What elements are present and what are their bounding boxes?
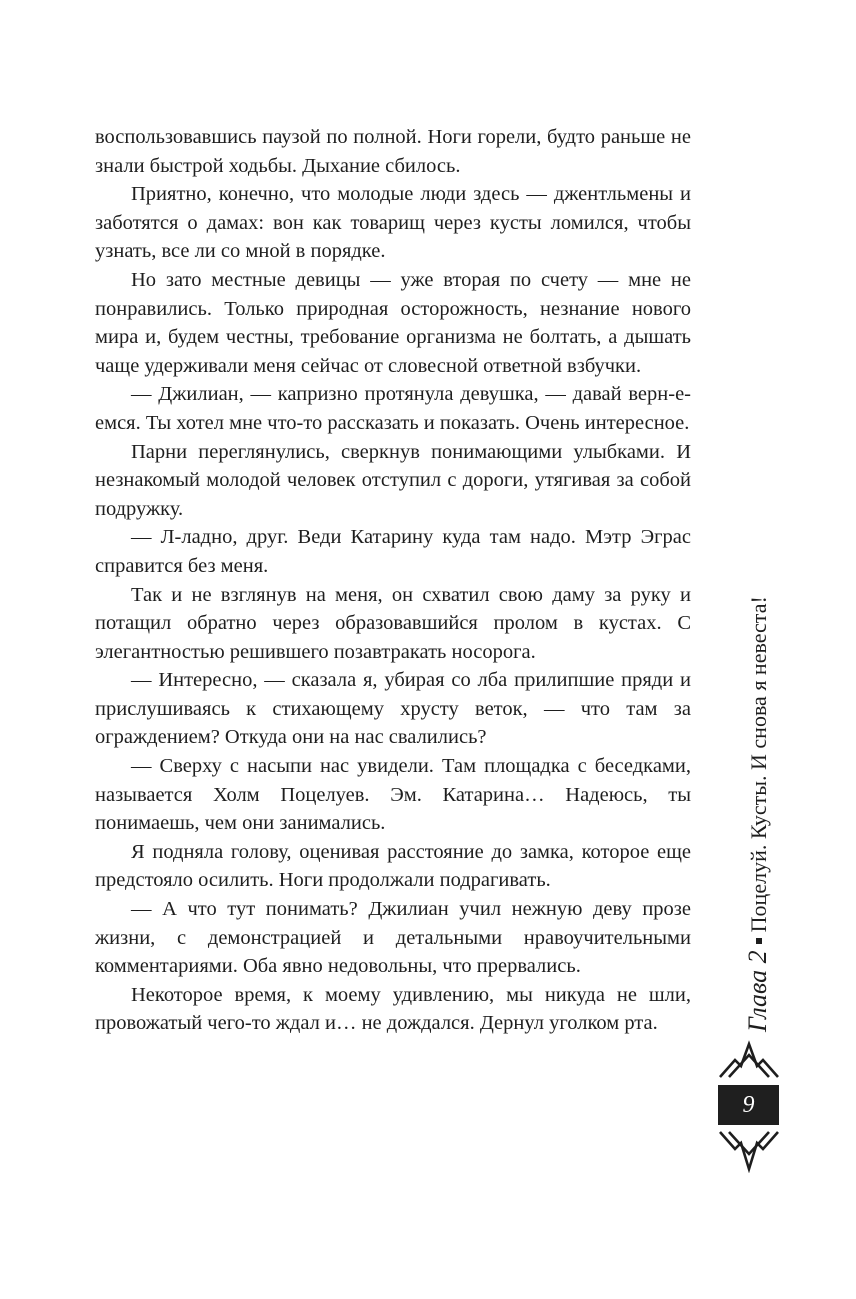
chapter-label: Глава 2 — [743, 950, 772, 1032]
ornament-top-icon — [717, 1040, 781, 1080]
paragraph: — Л-ладно, друг. Веди Катарину куда там надо. Мэтр Эграс справится без меня. — [95, 526, 691, 577]
separator-dot-icon — [756, 938, 762, 944]
page-number: 9 — [718, 1085, 779, 1125]
ornament-bottom-icon — [717, 1129, 781, 1173]
paragraph: Но зато местные девицы — уже вторая по счету — мне не понравились. Только природная осторожность, незнание нового мира и, будем честны, требование организма не болтать, а дышать чаще удерживали меня сейчас от словесной ответной взбучки. — [95, 268, 691, 377]
paragraph: воспользовавшись паузой по полной. Ноги горели, будто раньше не знали быстрой ходьбы. Дыхание сбилось. — [95, 126, 691, 177]
paragraph: Приятно, конечно, что молодые люди здесь — джентльмены и заботятся о дамах: вон как товарищ через кусты ломился, чтобы узнать, все ли со мной в порядке. — [95, 183, 691, 263]
paragraph: Так и не взглянув на меня, он схватил свою даму за руку и потащил обратно через образовавшийся пролом в кустах. С элегантностью решившего позавтракать носорога. — [95, 583, 691, 663]
paragraph: Некоторое время, к моему удивлению, мы никуда не шли, провожатый чего-то ждал и… не дождался. Дернул уголком рта. — [95, 983, 691, 1035]
chapter-title: Поцелуй. Кусты. И снова я невеста! — [746, 596, 771, 933]
body-text — [95, 123, 691, 1038]
paragraph: Я подняла голову, оценивая расстояние до замка, которое еще предстояло осилить. Ноги продолжали подрагивать. — [95, 840, 691, 892]
paragraph: — А что тут понимать? Джилиан учил нежную деву прозе жизни, с демонстрацией и детальными нравоучительными комментариями. Оба явно недовольны, что прервались. — [95, 898, 691, 978]
paragraph: Парни переглянулись, сверкнув понимающими улыбками. И незнакомый молодой человек отступил с дороги, утягивая за собой подружку. — [95, 440, 691, 520]
paragraph: — Интересно, — сказала я, убирая со лба прилипшие пряди и прислушиваясь к стихающему хрусту веток, — что там за ограждением? Откуда они на нас свалились? — [95, 669, 691, 749]
paragraph: — Сверху с насыпи нас увидели. Там площадка с беседками, называется Холм Поцелуев. Эм. Катарина… Надеюсь, ты понимаешь, чем они занимались. — [95, 755, 691, 835]
paragraph: — Джилиан, — капризно протянула девушка, — давай верн-е-емся. Ты хотел мне что-то рассказать и показать. Очень интересное. — [95, 383, 691, 434]
running-header — [740, 596, 776, 1032]
